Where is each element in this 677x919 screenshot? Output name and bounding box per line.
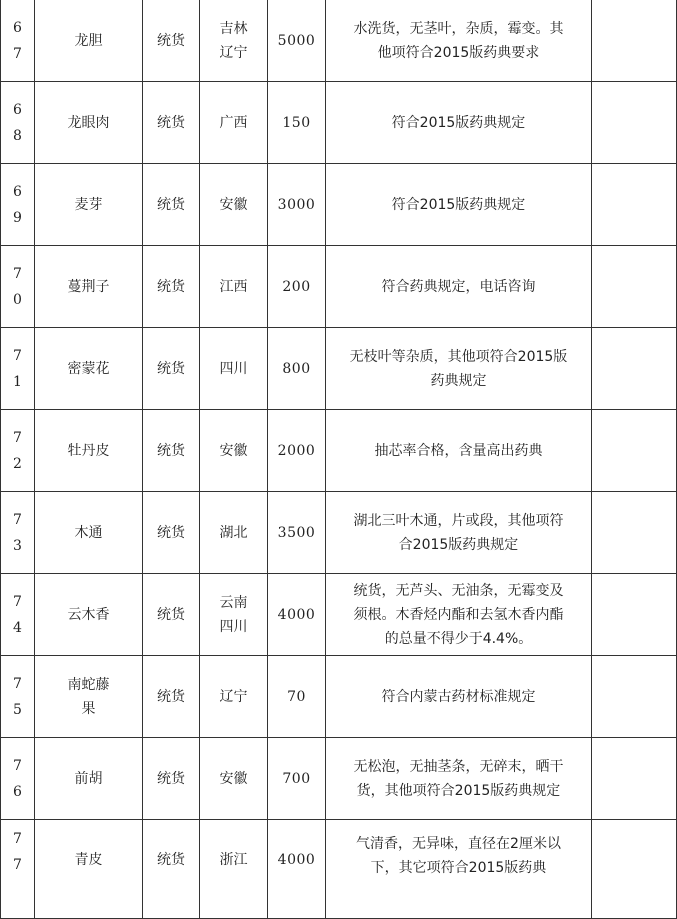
grade: 统货 — [143, 410, 200, 492]
origin-line: 浙江 — [219, 852, 248, 868]
quality-standard-line: 合2015版药典规定 — [398, 536, 519, 553]
quality-standard-line: 药典规定 — [430, 372, 487, 389]
quality-standard-line: 须根。木香烃内酯和去氢木香内酯 — [353, 606, 564, 623]
quality-standard — [326, 410, 592, 492]
grade: 统货 — [143, 0, 200, 82]
row-number-line: 0 — [13, 291, 22, 308]
herb-name — [35, 738, 143, 820]
grade: 统货 — [143, 492, 200, 574]
quality-standard — [326, 328, 592, 410]
origin-line: 江西 — [219, 278, 248, 295]
remarks — [592, 738, 677, 820]
herb-name-line: 牡丹皮 — [67, 442, 110, 459]
row-number-line: 7 — [13, 45, 22, 62]
herb-name — [35, 246, 143, 328]
herb-name-line: 蔓荆子 — [67, 278, 110, 295]
quantity: 200 — [268, 246, 326, 328]
origin-line: 安徽 — [219, 442, 248, 459]
origin-line: 辽宁 — [219, 688, 248, 705]
quality-standard — [326, 246, 592, 328]
grade: 统货 — [143, 738, 200, 820]
row-number-line: 7 — [13, 831, 22, 847]
remarks — [592, 820, 677, 919]
table-body — [1, 0, 677, 919]
origin-line: 安徽 — [219, 770, 248, 787]
quality-standard-line: 无松泡，无抽茎条，无碎末，晒干 — [353, 758, 564, 775]
remarks — [592, 0, 677, 82]
herb-name-line: 前胡 — [74, 770, 103, 787]
table-row — [1, 246, 677, 328]
row-number-line: 7 — [13, 675, 22, 692]
quantity: 2000 — [268, 410, 326, 492]
row-number — [1, 410, 35, 492]
quantity: 800 — [268, 328, 326, 410]
row-number-line: 9 — [13, 209, 22, 226]
remarks — [592, 328, 677, 410]
row-number — [1, 656, 35, 738]
quality-standard-line: 符合2015版药典规定 — [391, 196, 526, 213]
table-row — [1, 0, 677, 82]
grade: 统货 — [143, 574, 200, 656]
remarks — [592, 492, 677, 574]
quantity: 4000 — [268, 820, 326, 919]
herb-name-line: 龙胆 — [74, 32, 103, 49]
grade: 统货 — [143, 82, 200, 164]
table-row — [1, 574, 677, 656]
origin — [200, 820, 268, 919]
origin — [200, 656, 268, 738]
row-number-line: 6 — [13, 783, 22, 800]
herb-name-line: 麦芽 — [74, 196, 103, 213]
origin-line: 四川 — [219, 618, 248, 635]
remarks — [592, 82, 677, 164]
origin — [200, 738, 268, 820]
quality-standard-line: 符合药典规定，电话咨询 — [381, 278, 536, 295]
herb-name-line: 龙眼肉 — [67, 114, 110, 131]
table-row — [1, 82, 677, 164]
herb-name — [35, 492, 143, 574]
quality-standard-line: 的总量不得少于4.4%。 — [384, 630, 533, 647]
origin — [200, 246, 268, 328]
herb-name-line: 木通 — [74, 524, 103, 541]
origin-line: 安徽 — [219, 196, 248, 213]
origin — [200, 492, 268, 574]
row-number-line: 8 — [13, 127, 22, 144]
quality-standard-line: 湖北三叶木通，片或段，其他项符 — [353, 512, 564, 529]
quantity: 5000 — [268, 0, 326, 82]
row-number-line: 6 — [13, 19, 22, 36]
row-number — [1, 0, 35, 82]
table-row — [1, 492, 677, 574]
quality-standard — [326, 492, 592, 574]
remarks — [592, 164, 677, 246]
quantity: 700 — [268, 738, 326, 820]
herb-name — [35, 164, 143, 246]
quantity: 4000 — [268, 574, 326, 656]
row-number — [1, 738, 35, 820]
row-number-line: 4 — [13, 619, 22, 636]
row-number-line: 6 — [13, 183, 22, 200]
quality-standard-line: 货，其他项符合2015版药典规定 — [356, 782, 561, 799]
herb-name-line: 青皮 — [74, 852, 103, 868]
origin-line: 辽宁 — [219, 44, 248, 61]
quality-standard — [326, 820, 592, 919]
origin — [200, 410, 268, 492]
quality-standard — [326, 82, 592, 164]
table-row — [1, 164, 677, 246]
table-row — [1, 738, 677, 820]
herb-name-line: 云木香 — [67, 606, 110, 623]
herb-name — [35, 82, 143, 164]
origin-line: 云南 — [219, 594, 248, 611]
origin-line: 四川 — [219, 360, 248, 377]
origin — [200, 0, 268, 82]
quality-standard-line: 下，其它项符合2015版药典 — [370, 860, 547, 876]
quality-standard — [326, 738, 592, 820]
row-number-line: 7 — [13, 429, 22, 446]
herb-name-line: 密蒙花 — [67, 360, 110, 377]
herb-name — [35, 328, 143, 410]
grade: 统货 — [143, 164, 200, 246]
quality-standard-line: 气清香，无异味，直径在2厘米以 — [356, 836, 561, 852]
herb-name-line: 南蛇藤 — [67, 676, 110, 693]
origin — [200, 164, 268, 246]
table-row — [1, 656, 677, 738]
grade: 统货 — [143, 656, 200, 738]
row-number-line: 5 — [13, 701, 22, 718]
grade: 统货 — [143, 328, 200, 410]
remarks — [592, 246, 677, 328]
herb-name — [35, 574, 143, 656]
table-row — [1, 328, 677, 410]
quantity: 70 — [268, 656, 326, 738]
origin-line: 广西 — [219, 114, 248, 131]
quality-standard-line: 抽芯率合格，含量高出药典 — [374, 442, 543, 459]
origin — [200, 574, 268, 656]
row-number-line: 2 — [13, 455, 22, 472]
origin — [200, 328, 268, 410]
origin — [200, 82, 268, 164]
row-number — [1, 492, 35, 574]
quality-standard — [326, 574, 592, 656]
row-number — [1, 164, 35, 246]
remarks — [592, 656, 677, 738]
quality-standard-line: 符合内蒙古药材标准规定 — [381, 688, 536, 705]
grade: 统货 — [143, 820, 200, 919]
herb-name — [35, 410, 143, 492]
herb-name — [35, 656, 143, 738]
quality-standard-line: 水洗货，无茎叶，杂质，霉变。其 — [353, 20, 564, 37]
grade: 统货 — [143, 246, 200, 328]
row-number-line: 7 — [13, 511, 22, 528]
row-number-line: 7 — [13, 347, 22, 364]
row-number — [1, 328, 35, 410]
quality-standard — [326, 0, 592, 82]
quality-standard-line: 统货，无芦头、无油条，无霉变及 — [353, 582, 564, 599]
quantity: 3000 — [268, 164, 326, 246]
row-number — [1, 820, 35, 919]
origin-line: 吉林 — [219, 20, 248, 37]
row-number — [1, 574, 35, 656]
quality-standard-line: 符合2015版药典规定 — [391, 114, 526, 131]
remarks — [592, 410, 677, 492]
row-number-line: 7 — [13, 757, 22, 774]
remarks — [592, 574, 677, 656]
herb-name — [35, 0, 143, 82]
row-number — [1, 82, 35, 164]
row-number-line: 7 — [13, 593, 22, 610]
quantity: 150 — [268, 82, 326, 164]
origin-line: 湖北 — [219, 524, 248, 541]
quality-standard-line: 他项符合2015版药典要求 — [377, 44, 540, 61]
herb-name-line: 果 — [81, 700, 96, 717]
row-number-line: 7 — [13, 857, 22, 873]
table-row — [1, 820, 677, 919]
quality-standard — [326, 656, 592, 738]
table-row — [1, 410, 677, 492]
row-number-line: 3 — [13, 537, 22, 554]
row-number-line: 1 — [13, 373, 22, 390]
row-number-line: 7 — [13, 265, 22, 282]
herb-name — [35, 820, 143, 919]
quantity: 3500 — [268, 492, 326, 574]
row-number — [1, 246, 35, 328]
quality-standard-line: 无枝叶等杂质，其他项符合2015版 — [349, 348, 568, 365]
quality-standard — [326, 164, 592, 246]
row-number-line: 6 — [13, 101, 22, 118]
